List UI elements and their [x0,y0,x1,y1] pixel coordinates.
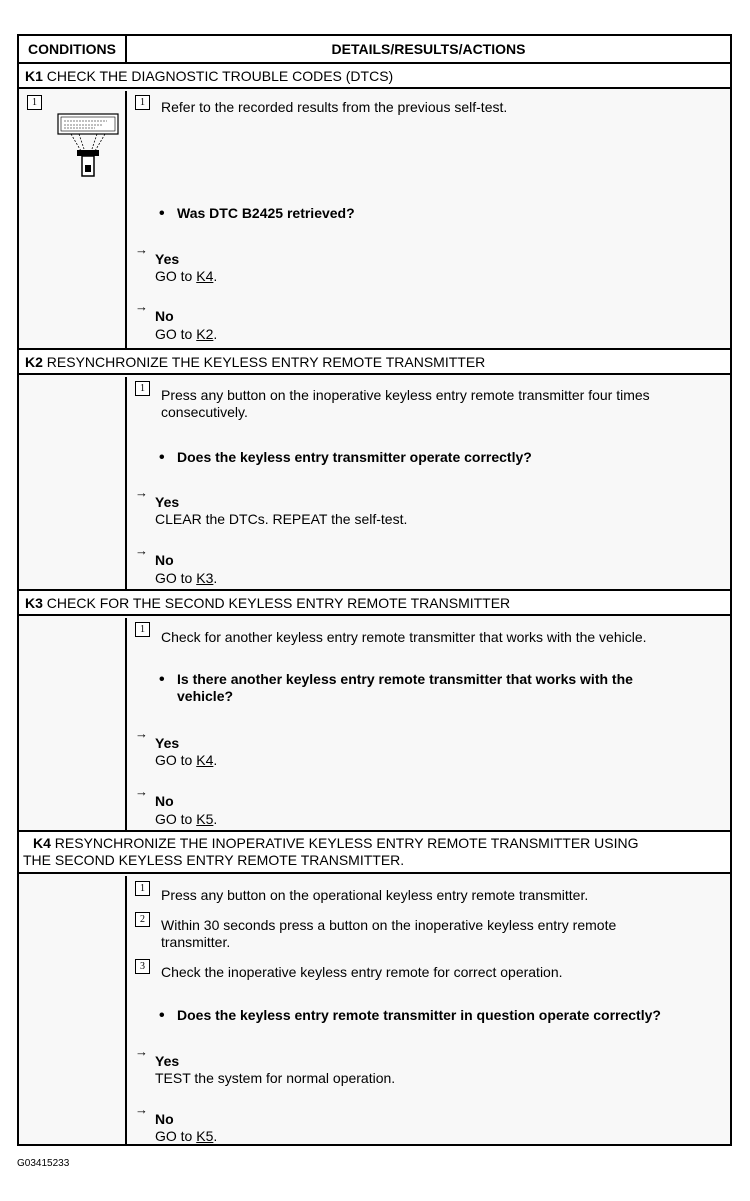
result-arrow-icon: → [135,1102,148,1117]
step-k3-title [19,591,730,616]
step-title-text: RESYNCHRONIZE THE KEYLESS ENTRY REMOTE TRANSMITTER [46,354,486,370]
details-cell [127,876,730,1144]
step-code: K3 [25,595,43,611]
step-code: K1 [25,68,43,84]
instruction-line: Within 30 seconds press a button on the inoperative keyless entry remote [161,917,617,933]
result-arrow-icon: → [135,784,148,799]
step-title-text: RESYNCHRONIZE THE INOPERATIVE KEYLESS ENTRY REMOTE TRANSMITTER USING [54,835,639,851]
details-header: DETAILS/RESULTS/ACTIONS [331,41,526,57]
step-k2-title [19,350,730,375]
no-label: No [155,793,174,809]
result-arrow-icon: → [135,1044,148,1059]
step-instruction: Check for another keyless entry remote transmitter that works with the vehicle. [161,629,647,645]
yes-action: GO to K4. [155,752,218,768]
question [177,671,633,705]
goto-link-k5[interactable]: K5 [196,811,214,827]
no-action: GO to K3. [155,570,218,586]
step-number-box: 1 [135,622,150,637]
conditions-header: CONDITIONS [19,36,127,62]
no-label: No [155,1111,174,1127]
yes-label: Yes [155,251,180,267]
step-k1-title [19,64,730,89]
step-instruction: Check the inoperative keyless entry remote for correct operation. [161,964,563,980]
step-instruction [161,387,650,421]
conditions-cell [19,377,127,589]
instruction-line: Press any button on the inoperative keyless entry remote transmitter four times [161,387,650,403]
step-number-box: 1 [135,95,150,110]
question: • Was DTC B2425 retrieved? [177,205,355,222]
question: • Does the keyless entry remote transmitter in question operate correctly? [177,1007,661,1024]
goto-text: GO to [155,570,193,586]
step-number-box: 1 [135,381,150,396]
details-cell [127,618,730,830]
title-line: THE SECOND KEYLESS ENTRY REMOTE TRANSMITTER. [23,852,405,868]
yes-action: CLEAR the DTCs. REPEAT the self-test. [155,511,408,527]
goto-text: GO to [155,752,193,768]
conditions-cell [19,91,127,348]
question: • Does the keyless entry transmitter operate correctly? [177,449,532,466]
yes-action: GO to K4. [155,268,218,284]
yes-action: TEST the system for normal operation. [155,1070,396,1086]
step-k4-title [19,832,730,874]
step-title-text: CHECK FOR THE SECOND KEYLESS ENTRY REMOTE TRANSMITTER [46,595,511,611]
step-title-text: CHECK THE DIAGNOSTIC TROUBLE CODES (DTCS) [46,68,394,84]
no-action: GO to K5. [155,1128,218,1144]
no-label: No [155,308,174,324]
step-instruction: Refer to the recorded results from the previous self-test. [161,99,508,115]
instruction-line: transmitter. [161,934,231,950]
step-instruction: Press any button on the operational keyless entry remote transmitter. [161,887,589,903]
conditions-cell [19,618,127,830]
yes-label: Yes [155,494,180,510]
goto-link-k2[interactable]: K2 [196,326,214,342]
step-number-box: 3 [135,959,150,974]
step-k1-body [19,91,730,350]
title-line [19,835,730,852]
result-arrow-icon: → [135,726,148,741]
question-line: vehicle? [177,688,234,704]
conditions-cell [19,876,127,1144]
goto-link-k5[interactable]: K5 [196,1128,214,1144]
result-arrow-icon: → [135,242,148,257]
step-k3-body [19,618,730,832]
step-code: K2 [25,354,43,370]
goto-link-k4[interactable]: K4 [196,752,214,768]
details-cell [127,377,730,589]
goto-text: GO to [155,268,193,284]
result-arrow-icon: → [135,485,148,500]
diagnostic-table [17,34,732,1146]
question-line: • Is there another keyless entry remote transmitter that works with the [177,671,633,687]
step-k2-body [19,377,730,591]
result-arrow-icon: → [135,299,148,314]
step-number-box: 1 [135,881,150,896]
no-label: No [155,552,174,568]
goto-text: GO to [155,811,193,827]
details-cell [127,91,730,348]
goto-text: GO to [155,326,193,342]
step-instruction [161,917,616,951]
yes-label: Yes [155,1053,180,1069]
goto-link-k4[interactable]: K4 [196,268,214,284]
goto-text: GO to [155,1128,193,1144]
goto-link-k3[interactable]: K3 [196,570,214,586]
instruction-line: consecutively. [161,404,248,420]
yes-label: Yes [155,735,180,751]
table-header [19,36,730,64]
step-code: K4 [33,835,51,851]
no-action: GO to K5. [155,811,218,827]
figure-id: G03415233 [17,1158,70,1169]
scan-tool-icon [57,113,121,183]
no-action: GO to K2. [155,326,218,342]
result-arrow-icon: → [135,543,148,558]
condition-step-box: 1 [27,95,42,110]
step-number-box: 2 [135,912,150,927]
step-k4-body [19,876,730,1144]
